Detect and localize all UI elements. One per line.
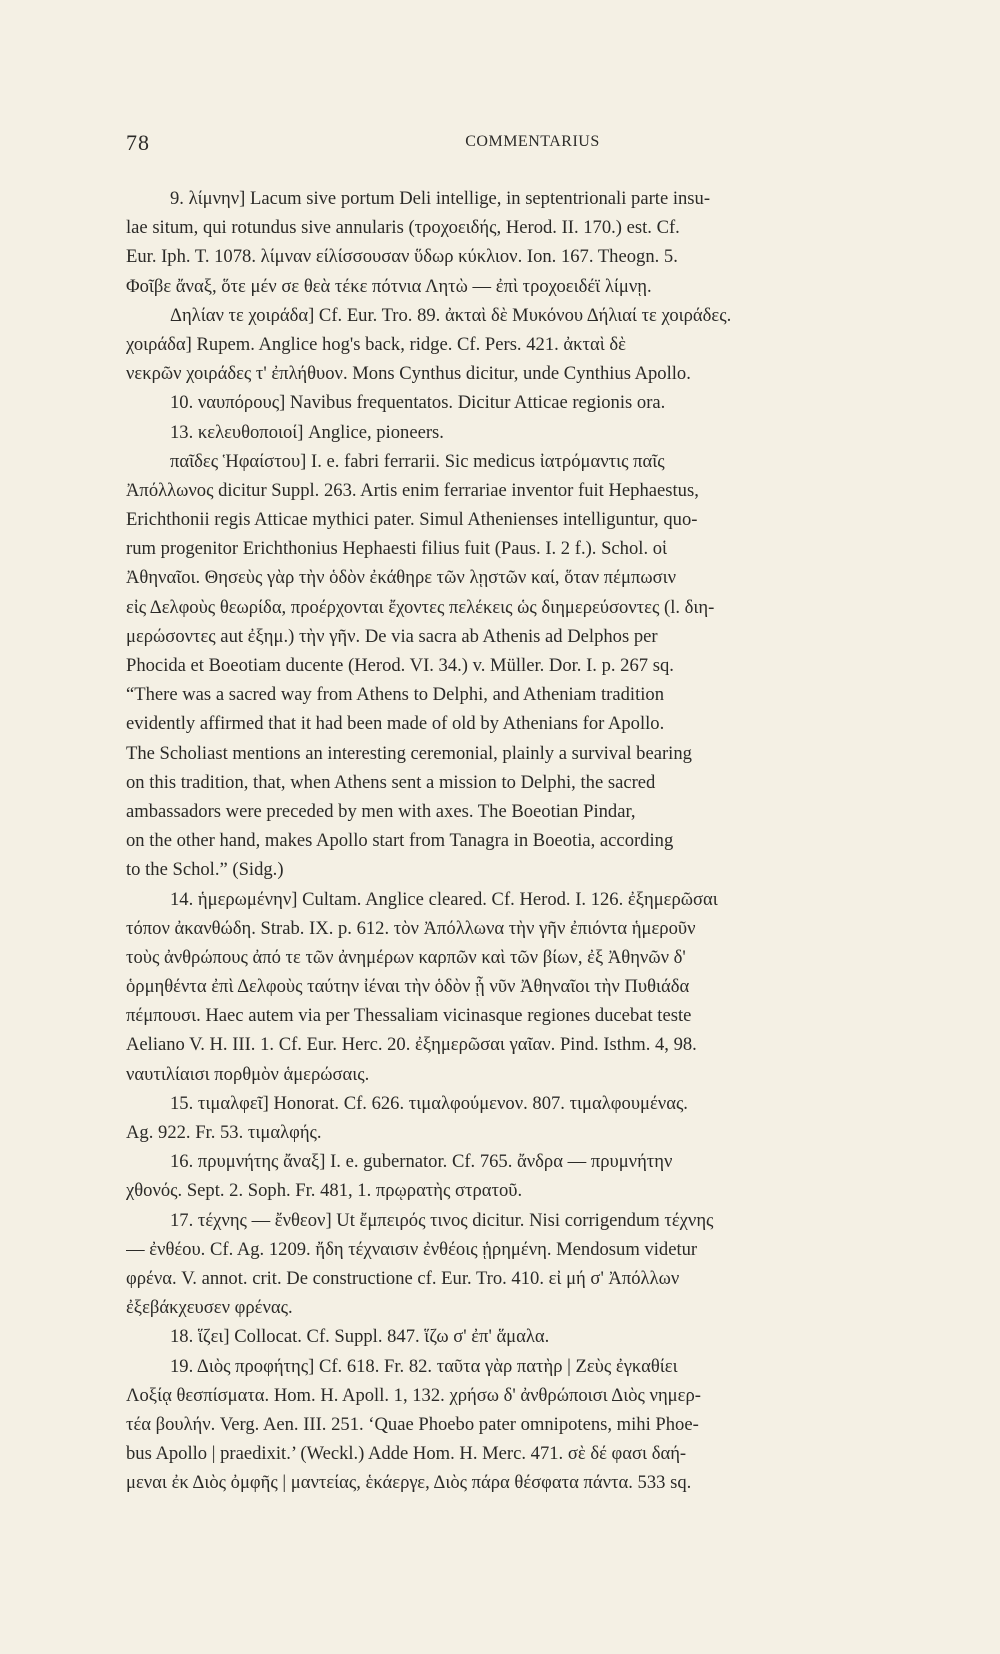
commentary-body xyxy=(126,184,939,1497)
text-line: ὁρμηθέντα ἐπὶ Δελφοὺς ταύτην ἰέναι τὴν ὁδὸν ᾗ νῦν Ἀθηναῖοι τὴν Πυθιάδα xyxy=(126,976,690,998)
text-line: on this tradition, that, when Athens sent a mission to Delphi, the sacred xyxy=(126,771,656,793)
text-line: Erichthonii regis Atticae mythici pater. Simul Athenienses intelliguntur, quo- xyxy=(126,509,698,531)
text-line: πέμπουσι. Haec autem via per Thessaliam vicinasque regiones ducebat teste xyxy=(126,1005,692,1027)
text-line: Eur. Iph. T. 1078. λίμναν είλίσσουσαν ὕδωρ κύκλιον. Ion. 167. Theogn. 5. xyxy=(126,246,678,268)
text-line: 16. πρυμνήτης ἄναξ] I. e. gubernator. Cf. 765. ἄνδρα — πρυμνήτην xyxy=(170,1151,673,1173)
text-line: μερώσοντες aut ἐξημ.) τὴν γῆν. De via sacra ab Athenis ad Delphos per xyxy=(126,625,658,647)
text-line: εἰς Δελφοὺς θεωρίδα, προέρχονται ἔχοντες πελέκεις ὡς διημερεύσοντες (l. διη- xyxy=(126,596,715,618)
text-line: ναυτιλίαισι πορθμὸν ἁμερώσαις. xyxy=(126,1063,370,1085)
page-number: 78 xyxy=(126,130,150,155)
text-line: ἐξεβάκχευσεν φρένας. xyxy=(126,1297,293,1319)
text-line: evidently affirmed that it had been made of old by Athenians for Apollo. xyxy=(126,713,665,735)
text-line: 14. ἡμερωμένην] Cultam. Anglice cleared. Cf. Herod. I. 126. ἐξημερῶσαι xyxy=(170,888,718,910)
text-line: 18. ἵζει] Collocat. Cf. Suppl. 847. ἵζω σ' ἐπ' ἅμαλα. xyxy=(170,1326,550,1348)
text-line: to the Schol.” (Sidg.) xyxy=(126,859,284,881)
text-line: — ἐνθέου. Cf. Ag. 1209. ἤδη τέχναισιν ἐνθέοις ᾑρημένη. Mendosum videtur xyxy=(126,1238,698,1260)
text-line: τέα βουλήν. Verg. Aen. III. 251. ‘Quae Phoebo pater omnipotens, mihi Phoe- xyxy=(126,1413,699,1435)
text-line: 19. Διὸς προφήτης] Cf. 618. Fr. 82. ταῦτα γὰρ πατὴρ | Ζεὺς ἐγκαθίει xyxy=(170,1355,678,1377)
text-line: φρένα. V. annot. crit. De constructione cf. Eur. Tro. 410. εἰ μή σ' Ἀπόλλων xyxy=(126,1267,680,1289)
text-line: τοὺς ἀνθρώπους ἀπό τε τῶν ἀνημέρων καρπῶν καὶ τῶν βίων, ἐξ Ἀθηνῶν δ' xyxy=(126,946,686,968)
text-line: Phocida et Boeotiam ducente (Herod. VI. 34.) v. Müller. Dor. I. p. 267 sq. xyxy=(126,655,674,676)
text-line: Ἀθηναῖοι. Θησεὺς γὰρ τὴν ὁδὸν ἐκάθηρε τῶν λῃστῶν καί, ὅταν πέμπωσιν xyxy=(126,567,677,589)
text-line: rum progenitor Erichthonius Hephaesti filius fuit (Paus. I. 2 f.). Schol. οἱ xyxy=(126,538,668,560)
text-line: 10. ναυπόρους] Navibus frequentatos. Dicitur Atticae regionis ora. xyxy=(170,392,666,414)
text-line: Λοξίᾳ θεσπίσματα. Hom. H. Apoll. 1, 132. χρήσω δ' ἀνθρώποισι Διὸς νημερ- xyxy=(126,1384,701,1406)
text-line: Ἀπόλλωνος dicitur Suppl. 263. Artis enim ferrariae inventor fuit Hephaestus, xyxy=(126,479,699,501)
text-line: Aeliano V. H. III. 1. Cf. Eur. Herc. 20. ἐξημερῶσαι γαῖαν. Pind. Isthm. 4, 98. xyxy=(126,1034,697,1056)
text-line: 15. τιμαλφεῖ] Honorat. Cf. 626. τιμαλφούμενον. 807. τιμαλφουμένας. xyxy=(170,1092,688,1114)
text-line: Ag. 922. Fr. 53. τιμαλφής. xyxy=(126,1122,322,1143)
running-head xyxy=(126,130,939,160)
text-line: νεκρῶν χοιράδες τ' ἐπλήθυον. Mons Cynthus dicitur, unde Cynthius Apollo. xyxy=(126,363,691,385)
text-line: 13. κελευθοποιοί] Anglice, pioneers. xyxy=(170,421,444,443)
text-line: The Scholiast mentions an interesting ceremonial, plainly a survival bearing xyxy=(126,742,692,764)
text-line: χθονός. Sept. 2. Soph. Fr. 481, 1. πρῳρατὴς στρατοῦ. xyxy=(126,1180,523,1202)
text-line: μεναι ἐκ Διὸς ὀμφῆς | μαντείας, ἑκάεργε, Διὸς πάρα θέσφατα πάντα. 533 sq. xyxy=(126,1472,692,1494)
text-line: 17. τέχνης — ἔνθεον] Ut ἔμπειρός τινος dicitur. Nisi corrigendum τέχνης xyxy=(170,1209,714,1231)
running-title: COMMENTARIUS xyxy=(465,133,600,150)
text-line: παῖδες Ἡφαίστου] I. e. fabri ferrarii. Sic medicus ἰατρόμαντις παῖς xyxy=(170,450,665,472)
text-line: “There was a sacred way from Athens to Delphi, and Atheniam tradition xyxy=(126,684,665,706)
text-line: on the other hand, makes Apollo start from Tanagra in Boeotia, according xyxy=(126,830,674,852)
text-line: 9. λίμνην] Lacum sive portum Deli intellige, in septentrionali parte insu- xyxy=(170,188,711,209)
text-line: Δηλίαν τε χοιράδα] Cf. Eur. Tro. 89. ἀκταὶ δὲ Μυκόνου Δήλιαί τε χοιράδες. xyxy=(170,304,732,326)
text-line: τόπον ἀκανθώδη. Strab. IX. p. 612. τὸν Ἀπόλλωνα τὴν γῆν ἐπιόντα ἡμεροῦν xyxy=(126,917,696,939)
text-line: ambassadors were preceded by men with axes. The Boeotian Pindar, xyxy=(126,800,636,822)
text-line: Φοῖβε ἄναξ, ὅτε μέν σε θεὰ τέκε πότνια Λητὼ — ἐπὶ τροχοειδέϊ λίμνῃ. xyxy=(126,275,652,297)
text-line: χοιράδα] Rupem. Anglice hog's back, ridge. Cf. Pers. 421. ἀκταὶ δὲ xyxy=(126,333,626,355)
text-line: lae situm, qui rotundus sive annularis (τροχοειδής, Herod. II. 170.) est. Cf. xyxy=(126,217,680,239)
text-line: bus Apollo | praedixit.’ (Weckl.) Adde Hom. H. Merc. 471. σὲ δέ φασι δαή- xyxy=(126,1443,687,1465)
